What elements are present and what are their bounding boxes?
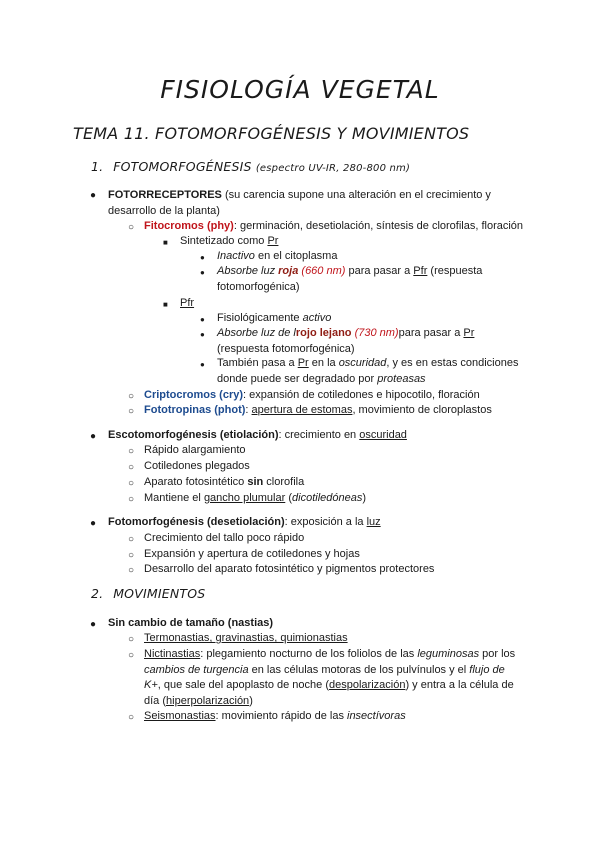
list-item-fotorreceptores [108,188,538,219]
list-item-nastias [108,616,273,632]
term: flujo de [469,663,505,676]
bullet-icon: ○ [128,462,135,473]
term: Pr [297,357,309,369]
bullet-icon: ● [90,190,97,201]
bullet-icon: ○ [128,478,135,489]
bullet-icon: ○ [128,391,135,402]
bullet-icon: ● [200,315,205,324]
text: Absorbe luz de l [217,327,296,339]
term: Pr [267,235,279,247]
term: insectívoras [347,710,406,722]
term: Nictinastias [144,648,201,660]
text: en las células motoras de los pulvínulos y el [248,663,470,676]
term: Pr [463,327,475,339]
text: (su carencia supone una alteración en el crecimiento y [221,189,491,201]
term: Fitocromos (phy) [144,220,234,232]
term: activo [302,312,332,324]
term: Seismonastias [144,710,216,722]
term: oscuridad [338,357,387,369]
text: para pasar a [345,265,414,277]
text: (730 nm) [351,327,399,339]
text: Fisiológicamente [217,312,303,324]
text: Sintetizado como [180,235,268,247]
list-item: Desarrollo del aparato fotosintético y pigmentos protectores [144,563,435,575]
text: (respuesta [427,265,483,277]
text: en el citoplasma [254,250,338,262]
term: Criptocromos (cry) [144,389,244,401]
section-subtitle: (espectro UV-IR, 280-800 nm) [255,163,411,174]
term: leguminosas [417,648,480,660]
list-item-seismonastias [144,709,406,725]
text: ) [249,694,253,707]
text: día ( [144,694,167,707]
term: Pfr [180,297,195,309]
list-item: Expansión y apertura de cotiledones y hojas [144,548,360,560]
term: despolarización [329,679,406,691]
list-item-tambien [217,356,547,387]
text: fotomorfogénica) [217,280,300,293]
term: oscuridad [359,429,407,441]
text: desarrollo de la planta) [108,204,220,217]
section-heading-1 [91,158,410,178]
text: , que sale del apoplasto de noche ( [157,679,330,691]
list-item-fotomorfogenesis [108,515,381,531]
text: : movimiento rápido de las [215,710,347,722]
text: por los [479,648,516,660]
topic-heading: TEMA 11. FOTOMORFOGÉNESIS Y MOVIMIENTOS [73,124,470,143]
text: : exposición a la [284,516,367,528]
bullet-icon: ■ [163,238,168,247]
text: ) y entra a la célula de [405,679,514,691]
section-heading-2 [91,585,205,603]
list-item-phy [144,219,564,235]
list-item-absorbe-rojo-lejano [217,326,547,357]
bullet-icon: ● [90,431,97,442]
term: proteasas [377,372,426,385]
text: , y es en estas condiciones [386,357,519,369]
term: dicotiledóneas [292,492,363,504]
list-item [144,475,304,491]
term: Sin cambio de tamaño (nastias) [108,617,274,629]
text: : crecimiento en [278,429,360,441]
term: Escotomorfogénesis (etiolación) [108,429,279,441]
text: : germinación, desetiolación, síntesis de clorofilas, floración [233,220,524,232]
list-item-nictinastias [144,647,524,709]
term: gancho plumular [203,492,286,504]
bullet-icon: ● [200,253,205,262]
text: : expansión de cotiledones e hipocotilo, floración [243,389,480,401]
term: cambios de turgencia [144,663,249,676]
list-item: Crecimiento del tallo poco rápido [144,532,305,544]
term: luz [366,516,381,528]
term: rojo lejano [295,327,352,339]
bullet-icon: ○ [128,650,135,661]
text: ) [362,492,367,504]
text: , movimiento de cloroplastos [352,404,492,416]
text: ( [285,492,293,504]
text: También pasa a [217,357,298,369]
bullet-icon: ● [200,268,205,277]
section-title: FOTOMORFOGÉNESIS [113,159,252,174]
term: Termonastias, gravinastias, quimionastias [144,632,348,644]
list-item-phot [144,403,564,419]
list-item-sintetizado [180,234,278,250]
bullet-icon: ● [200,330,205,339]
term: K+ [144,679,158,691]
term: FOTORRECEPTORES [108,189,222,201]
term: apertura de estomas [251,404,353,416]
list-item-termonastias [144,631,348,647]
bullet-icon: ○ [128,712,135,723]
term: roja [278,265,299,277]
bullet-icon: ● [90,619,97,630]
list-item-absorbe-roja [217,264,547,295]
term: sin [247,476,264,488]
text: Absorbe luz [217,265,279,277]
list-item-cry [144,388,564,404]
text: (660 nm) [298,265,346,277]
bullet-icon: ○ [128,550,135,561]
bullet-icon: ○ [128,446,135,457]
term: Inactivo [217,250,255,262]
text: : [245,404,252,416]
bullet-icon: ■ [163,300,168,309]
bullet-icon: ● [90,518,97,529]
bullet-icon: ● [200,360,205,369]
list-item-inactivo [217,249,337,265]
list-item [144,491,366,507]
text: clorofila [263,476,305,488]
text: donde puede ser degradado por [217,372,378,385]
bullet-icon: ○ [128,222,135,233]
bullet-icon: ○ [128,634,135,645]
bullet-icon: ○ [128,534,135,545]
term: hiperpolarización [166,694,250,707]
bullet-icon: ○ [128,494,135,505]
term: Fotomorfogénesis (desetiolación) [108,516,285,528]
term: Fototropinas (phot) [144,404,246,416]
text: en la [308,357,339,369]
text: Mantiene el [144,492,204,504]
text: : plegamiento nocturno de los foliolos de las [200,648,418,660]
text: para pasar a [398,327,464,339]
list-item-activo [217,311,331,327]
section-number: 2. [91,586,104,601]
section-title: MOVIMIENTOS [113,586,206,601]
page-title: FISIOLOGÍA VEGETAL [160,75,440,104]
list-item-pfr [180,296,194,312]
list-item: Rápido alargamiento [144,444,246,456]
bullet-icon: ○ [128,406,135,417]
text: Aparato fotosintético [144,476,248,488]
text: (respuesta fotomorfogénica) [217,342,355,355]
term: Pfr [413,265,428,277]
list-item: Cotiledones plegados [144,460,250,472]
bullet-icon: ○ [128,565,135,576]
list-item-escotomorfogenesis [108,428,407,444]
section-number: 1. [91,159,104,174]
